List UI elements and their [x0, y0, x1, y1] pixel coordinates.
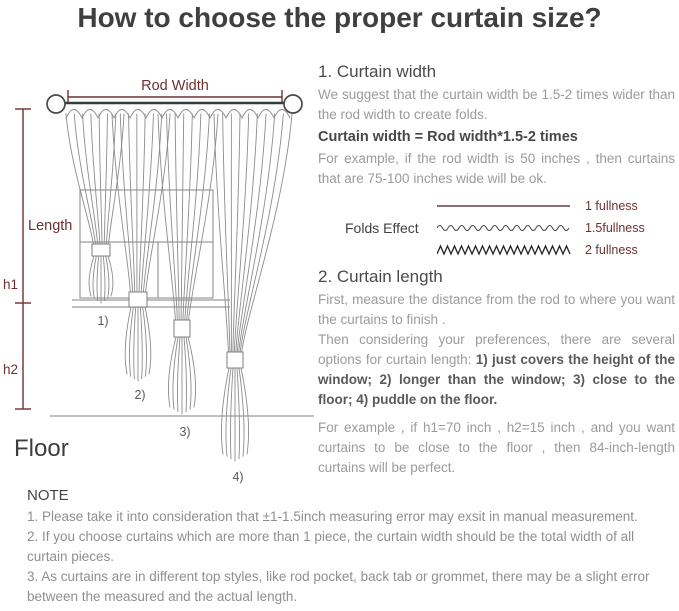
fullness-1-label: 1 fullness: [585, 199, 638, 213]
length-paragraph-2-bold: 1) just covers the height of the window; 2) longer than the window; 3) close to the floor; 4) puddle on the floor.: [318, 352, 676, 407]
width-paragraph-2: For example, if the rod width is 50 inches , then curtains that are 75-100 inches wide will be ok.: [318, 151, 675, 186]
rod-finial-left: [47, 95, 65, 113]
fullness-2-label: 2 fullness: [585, 243, 638, 257]
text-column: [318, 62, 675, 478]
folds-row-1: [437, 195, 675, 217]
note-section: [27, 487, 675, 607]
note-item-3: 3. As curtains are in different top styles, like rod pocket, back tab or grommet, there may be a slight error between the measured and the actual length.: [27, 569, 650, 604]
curtain-diagram: [0, 60, 320, 490]
rod-width-label: Rod Width: [141, 78, 209, 94]
length-label: Length: [28, 218, 73, 234]
curtain-number-1: 1): [97, 314, 109, 328]
length-paragraph-2-normal: Then considering your preferences, there are several options for curtain length:: [318, 332, 675, 367]
folds-effect-block: [318, 195, 675, 261]
curtain-number-2: 2): [134, 388, 146, 402]
page-title: How to choose the proper curtain size?: [77, 2, 602, 33]
note-heading: NOTE: [27, 487, 69, 504]
folds-row-3: [437, 239, 675, 261]
floor-label: Floor: [14, 435, 69, 462]
fullness-2-zigzag-icon: [437, 243, 571, 257]
h1-label: h1: [3, 277, 19, 292]
section-length-heading: 2. Curtain length: [318, 267, 443, 286]
curtain-number-4: 4): [232, 470, 244, 484]
rod-finial-right: [284, 95, 302, 113]
length-paragraph-3: For example , if h1=70 inch , h2=15 inch , and you want curtains to be close to the floor , then 84-inch-length curtains will be perfect.: [318, 420, 675, 475]
curtain-panels: [66, 110, 292, 462]
note-item-1: 1. Please take it into consideration that ±1-1.5inch measuring error may exsit in manual measurement.: [27, 509, 638, 524]
fullness-1-5-wave-icon: [437, 221, 571, 235]
length-paragraph-2: [318, 330, 675, 410]
width-paragraph-1: We suggest that the curtain width be 1.5-2 times wider than the rod width to create folds.: [318, 87, 675, 122]
fullness-1-line-icon: [437, 199, 571, 213]
folds-rows: [437, 195, 675, 261]
h2-label: h2: [3, 362, 19, 377]
length-paragraph-1: First, measure the distance from the rod to where you want the curtains to finish .: [318, 292, 675, 327]
folds-row-2: [437, 217, 675, 239]
fullness-1-5-label: 1.5fullness: [585, 221, 645, 235]
note-item-2: 2. If you choose curtains which are more than 1 piece, the curtain width should be the total width of all curtain pieces.: [27, 529, 635, 564]
width-formula: Curtain width = Rod width*1.5-2 times: [318, 129, 578, 145]
section-width-heading: 1. Curtain width: [318, 62, 437, 81]
folds-effect-label: Folds Effect: [345, 220, 419, 236]
curtain-number-3: 3): [179, 425, 191, 439]
